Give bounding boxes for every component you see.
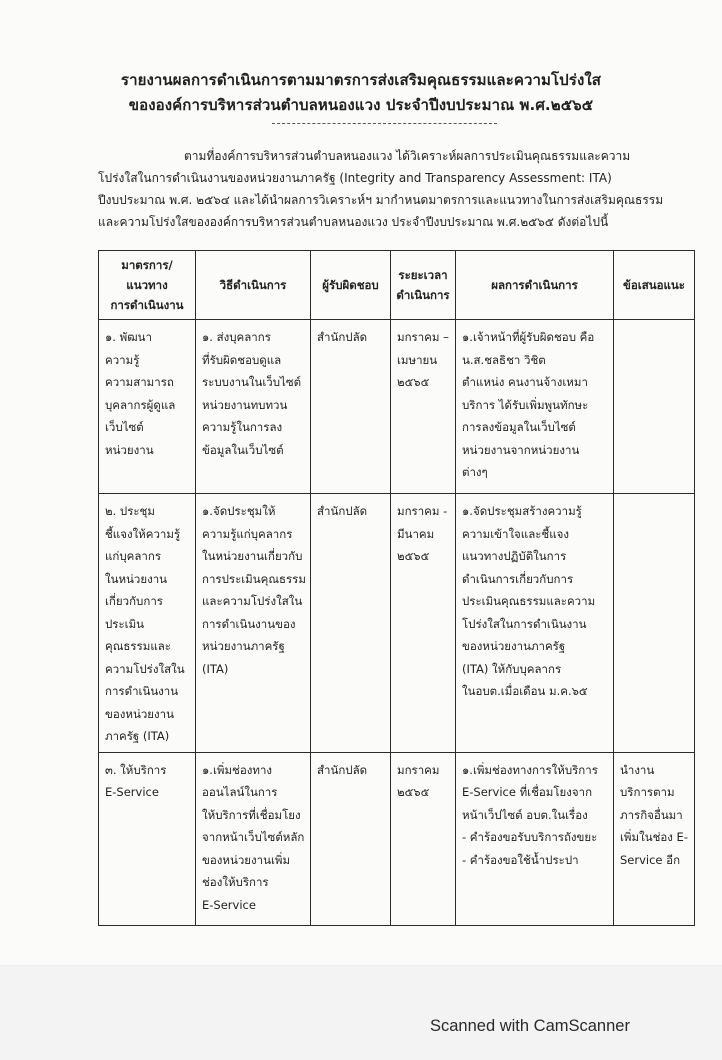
cell-line: ชี้แจงให้ความรู้: [105, 526, 181, 541]
cell-line: E-Service: [105, 785, 159, 799]
cell-period: [391, 320, 456, 494]
header-responsible: [311, 251, 391, 320]
cell-line: เมษายน: [397, 352, 438, 367]
cell-line: สำนักปลัด: [317, 330, 368, 344]
cell-method: [196, 494, 311, 753]
header-method: [196, 251, 311, 320]
cell-line: การลงข้อมูลในเว็บไซต์: [462, 420, 576, 434]
cell-line: สำนักปลัด: [317, 762, 368, 777]
cell-line: Service อีก: [620, 852, 681, 867]
cell-line: และความโปร่งใสใน: [202, 594, 303, 608]
cell-line: ๑. พัฒนา: [105, 330, 152, 344]
table-row: [99, 494, 695, 753]
cell-line: E-Service ที่เชื่อมโยงจาก: [462, 785, 593, 799]
cell-suggestion: [614, 752, 695, 925]
cell-line: ความรู้แก่บุคลากร: [202, 526, 293, 541]
cell-line: แก่บุคลากร: [105, 549, 162, 563]
cell-line: ระบบงานในเว็บไซต์: [202, 375, 302, 389]
cell-line: ๑.เพิ่มช่องทางการให้บริการ: [462, 762, 598, 777]
cell-result: [456, 752, 614, 925]
cell-line: (ITA) ให้กับบุคลากร: [462, 661, 562, 676]
cell-line: หน่วยงานจากหน่วยงาน: [462, 442, 580, 457]
report-title-line-2: ขององค์การบริหารส่วนตำบลหนองแวง ประจำปีงบประมาณ พ.ศ.๒๕๖๕: [128, 96, 594, 114]
cell-line: ความโปร่งใสใน: [105, 661, 185, 676]
cell-line: ต่างๆ: [462, 465, 488, 479]
cell-line: ๒๕๖๕: [397, 375, 430, 389]
cell-line: บุคลากรผู้ดูแล: [105, 397, 176, 412]
cell-responsible: [311, 494, 391, 753]
report-title-line-1: รายงานผลการดำเนินการตามมาตรการส่งเสริมคุณธรรมและความโปร่งใส: [120, 71, 602, 89]
scanner-watermark: Scanned with CamScanner: [430, 1017, 630, 1035]
cell-line: จากหน้าเว็บไซต์หลัก: [202, 830, 305, 844]
table-row: [99, 320, 695, 494]
cell-line: ของหน่วยงานภาครัฐ: [462, 639, 566, 653]
cell-line: ๑.เพิ่มช่องทาง: [202, 762, 273, 777]
header-period: [391, 251, 456, 320]
header-text: การดำเนินงาน: [110, 298, 184, 312]
header-text: วิธีดำเนินการ: [219, 278, 287, 292]
cell-line: ในหน่วยงานเกี่ยวกับ: [202, 549, 303, 563]
cell-line: สำนักปลัด: [317, 504, 368, 518]
cell-line: เกี่ยวกับการ: [105, 594, 163, 608]
cell-line: การดำเนินงานของ: [202, 616, 296, 631]
cell-line: ช่องให้บริการ: [202, 875, 269, 889]
cell-line: (ITA): [202, 661, 229, 676]
cell-responsible: [311, 320, 391, 494]
cell-line: หน่วยงาน: [105, 442, 154, 457]
cell-measure: [99, 320, 196, 494]
cell-line: ออนไลน์ในการ: [202, 785, 278, 799]
cell-suggestion: [614, 494, 695, 753]
cell-responsible: [311, 752, 391, 925]
header-measure: [99, 251, 196, 320]
cell-line: บริการ ได้รับเพิ่มพูนทักษะ: [462, 397, 589, 412]
cell-line: ของหน่วยงานเพิ่ม: [202, 852, 291, 867]
cell-line: ภารกิจอื่นมา: [620, 807, 683, 822]
cell-line: มกราคม: [397, 762, 440, 777]
cell-line: ในหน่วยงาน: [105, 571, 168, 586]
intro-line: ปีงบประมาณ พ.ศ. ๒๕๖๔ และได้นำผลการวิเคราะห์ฯ มากำหนดมาตรการและแนวทางในการส่งเสริมคุณธรรม: [98, 193, 664, 207]
cell-period: [391, 494, 456, 753]
cell-line: การประเมินคุณธรรม: [202, 571, 306, 586]
cell-line: มีนาคม: [397, 526, 435, 541]
cell-line: คุณธรรมและ: [105, 639, 171, 653]
cell-line: ให้บริการที่เชื่อมโยง: [202, 807, 301, 822]
cell-line: แนวทางปฏิบัติในการ: [462, 549, 567, 563]
cell-line: ความรู้: [105, 352, 140, 367]
cell-line: ประเมินคุณธรรมและความ: [462, 594, 596, 608]
table-header-row: [99, 251, 695, 320]
cell-line: บริการตาม: [620, 785, 675, 799]
cell-line: ดำเนินการเกี่ยวกับการ: [462, 571, 574, 586]
cell-line: ประเมิน: [105, 616, 145, 631]
intro-line: ตามที่องค์การบริหารส่วนตำบลหนองแวง ได้วิเคราะห์ผลการประเมินคุณธรรมและความ: [184, 149, 631, 163]
cell-line: ๑.จัดประชุมสร้างความรู้: [462, 504, 582, 518]
cell-line: ภาครัฐ (ITA): [105, 729, 170, 743]
cell-line: ๑.เจ้าหน้าที่ผู้รับผิดชอบ คือ: [462, 330, 595, 344]
intro-paragraph: [98, 145, 698, 233]
cell-line: ข้อมูลในเว็บไซต์: [202, 442, 284, 457]
intro-line: โปร่งใสในการดำเนินงานของหน่วยงานภาครัฐ (Integrity and Transparency Assessment: ITA): [98, 171, 612, 185]
cell-line: ๒๕๖๕: [397, 549, 430, 563]
header-text: ผลการดำเนินการ: [491, 278, 578, 292]
header-text: ข้อเสนอแนะ: [623, 278, 685, 292]
cell-result: [456, 320, 614, 494]
cell-method: [196, 320, 311, 494]
cell-method: [196, 752, 311, 925]
cell-line: เว็บไซต์: [105, 420, 144, 434]
cell-line: ๒๕๖๕: [397, 785, 430, 799]
cell-line: ๓. ให้บริการ: [105, 762, 167, 777]
header-suggestion: [614, 251, 695, 320]
cell-line: ที่รับผิดชอบดูแล: [202, 352, 282, 367]
cell-result: [456, 494, 614, 753]
cell-line: นำงาน: [620, 762, 655, 777]
cell-line: ในอบต.เมื่อเดือน ม.ค.๖๕: [462, 684, 588, 698]
header-text: ระยะเวลา: [398, 268, 448, 282]
cell-line: - คำร้องขอใช้น้ำประปา: [462, 852, 579, 867]
cell-line: ๑. ส่งบุคลากร: [202, 330, 271, 344]
header-text: มาตรการ/: [121, 258, 173, 272]
cell-measure: [99, 752, 196, 925]
header-text: แนวทาง: [126, 278, 168, 292]
cell-suggestion: [614, 320, 695, 494]
cell-line: เพิ่มในช่อง E-: [620, 830, 688, 844]
measures-table: [98, 250, 695, 926]
cell-line: - คำร้องขอรับบริการถังขยะ: [462, 830, 598, 844]
cell-period: [391, 752, 456, 925]
cell-line: มกราคม -: [397, 504, 448, 518]
cell-line: ความสามารถ: [105, 375, 174, 389]
cell-line: ๒. ประชุม: [105, 504, 155, 518]
cell-line: น.ส.ชลธิชา วิชิต: [462, 352, 546, 367]
cell-line: ตำแหน่ง คนงานจ้างเหมา: [462, 375, 588, 389]
cell-line: E-Service: [202, 897, 256, 912]
cell-line: หน่วยงานภาครัฐ: [202, 639, 285, 653]
cell-line: หน่วยงานทบทวน: [202, 397, 288, 412]
header-text: ผู้รับผิดชอบ: [322, 278, 379, 292]
table-row: [99, 752, 695, 925]
cell-measure: [99, 494, 196, 753]
header-result: [456, 251, 614, 320]
cell-line: มกราคม –: [397, 330, 449, 344]
intro-line: และความโปร่งใสขององค์การบริหารส่วนตำบลหนองแวง ประจำปีงบประมาณ พ.ศ.๒๕๖๕ ดังต่อไปนี้: [98, 215, 609, 229]
cell-line: ความรู้ในการลง: [202, 420, 283, 434]
cell-line: หน้าเว็ปไซต์ อบต.ในเรื่อง: [462, 807, 588, 822]
header-text: ดำเนินการ: [396, 288, 450, 302]
cell-line: ของหน่วยงาน: [105, 706, 174, 721]
title-divider: [272, 123, 497, 124]
cell-line: โปร่งใสในการดำเนินงาน: [462, 616, 587, 631]
cell-line: ความเข้าใจและชี้แจง: [462, 526, 569, 541]
cell-line: การดำเนินงาน: [105, 684, 179, 698]
cell-line: ๑.จัดประชุมให้: [202, 504, 276, 518]
